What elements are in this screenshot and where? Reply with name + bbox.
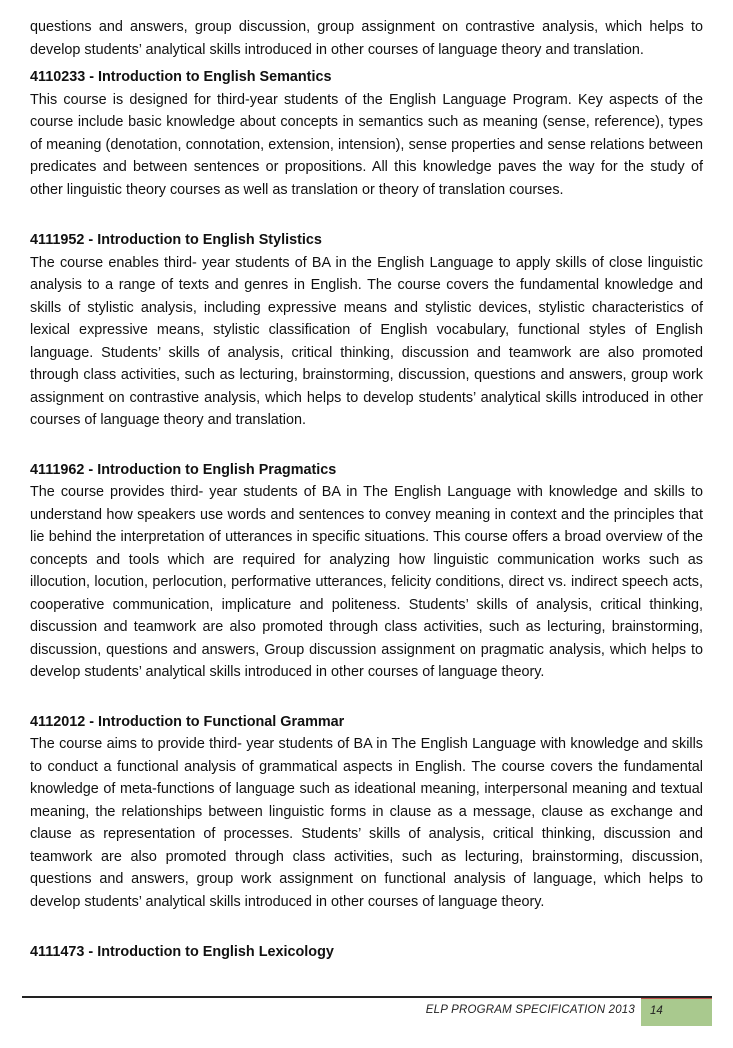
course-title: 4112012 - Introduction to Functional Grammar [30,713,345,730]
course-title: 4111952 - Introduction to English Stylistics [30,232,322,248]
course-description: The course provides third- year students of BA in The English Language with knowledge and skills to understand how speakers use words and sentences to convey meaning in context and the principles that lie behind the interpretation of utterances in specific situations. This course offers a broad overview of the concepts and tools which are required for analyzing how linguistic communication works such as illocution, locution, perlocution, performative utterances, felicity conditions, direct vs. indirect speech acts, cooperative communication, implicature and politeness. Students’ skills of analysis, critical thinking, discussion and teamwork are also promoted through class activities, such as lecturing, brainstorming, discussion, questions and answers, Group discussion assignment on pragmatic analysis, which helps to develop students’ analytical skills introduced in other courses of language theory. [30,484,703,680]
course-section-semantics [30,66,703,201]
course-description: The course aims to provide third- year students of BA in The English Language with knowledge and skills to conduct a functional analysis of grammatical aspects in English. The course covers the fundamental knowledge of meta-functions of language such as ideational meaning, interpersonal meaning and textual meaning, the relationships between linguistic forms in clause as a message, clause as exchange and clause as representation of processes. Students’ skills of analysis, critical thinking, discussion and teamwork are also promoted through class activities, such as lecturing, brainstorming, discussion, questions and answers, group work assignment on functional analysis of language, which helps to develop students’ analytical skills introduced in other courses of language theory. [30,736,703,910]
page-body [30,16,703,964]
course-title: 4111473 - Introduction to English Lexicology [30,944,334,960]
course-title: 4111962 - Introduction to English Pragmatics [30,461,337,478]
course-title: 4110233 - Introduction to English Semantics [30,69,332,85]
intro-paragraph: questions and answers, group discussion, group assignment on contrastive analysis, which helps to develop students’ analytical skills introduced in other courses of language theory and translation. [30,19,703,58]
course-section-pragmatics [30,459,703,684]
course-description: The course enables third- year students of BA in the English Language to apply skills of close linguistic analysis to a range of texts and genres in English. The course covers the fundamental knowledge and skills of stylistic analysis, including expressive means and stylistic devices, stylistic characteristics of lexical expressive means, stylistic classification of English vocabulary, functional styles of English language. Students’ skills of analysis, critical thinking, discussion and teamwork are also promoted through class activities, such as lecturing, brainstorming, discussion, questions and answers, group work assignment on contrastive analysis, which helps to develop students’ analytical skills introduced in other courses of language theory and translation. [30,254,703,428]
course-section-functional-grammar [30,711,703,914]
course-section-lexicology [30,941,703,964]
page-number-box [641,998,712,1026]
page-number: 14 [650,1005,663,1017]
footer-divider [22,996,712,998]
course-section-stylistics [30,229,703,432]
course-description: This course is designed for third-year students of the English Language Program. Key aspects of the course include basic knowledge about concepts in semantics such as meaning (sense, reference), types of meaning (denotation, connotation, extension, intension), sense properties and sense relations between predicates and between sentences or propositions. All this knowledge paves the way for the study of other linguistic theory courses as well as translation or theory of translation courses. [30,91,703,198]
footer-document-title: ELP PROGRAM SPECIFICATION 2013 [425,1004,635,1016]
